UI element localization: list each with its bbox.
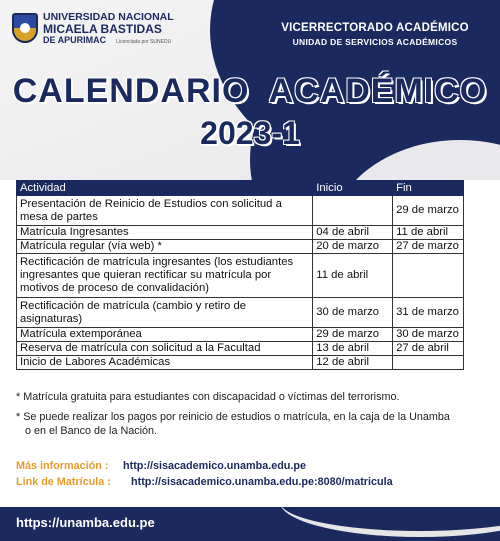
cell-inicio: 11 de abril (313, 254, 393, 298)
note-free-enrollment: * Matrícula gratuita para estudiantes con discapacidad o víctimas del terrorismo. (16, 391, 400, 403)
licensed-by: Licenciada por SUNEDU (116, 38, 172, 45)
cell-actividad: Inicio de Labores Académicas (17, 356, 313, 370)
table-row (17, 328, 464, 342)
info-link[interactable]: http://sisacademico.unamba.edu.pe (123, 460, 306, 472)
info-label: Más información : (16, 460, 109, 472)
table-row (17, 226, 464, 240)
cell-fin: 27 de marzo (393, 240, 464, 254)
cell-inicio: 12 de abril (313, 356, 393, 370)
shield-icon (12, 13, 38, 43)
calendar-table (16, 180, 464, 370)
cell-actividad: Matrícula Ingresantes (17, 226, 313, 240)
title-line1: CALENDARIO ACADÉMICO (12, 72, 488, 110)
cell-fin (393, 254, 464, 298)
cell-fin: 11 de abril (393, 226, 464, 240)
university-line3: DE APURIMAC Licenciada por SUNEDU (43, 34, 172, 45)
cell-fin: 30 de marzo (393, 328, 464, 342)
table-row (17, 342, 464, 356)
page-title (0, 72, 500, 152)
cell-inicio: 30 de marzo (313, 298, 393, 328)
cell-actividad: Matrícula regular (vía web) * (17, 240, 313, 254)
table-row (17, 240, 464, 254)
matricula-link[interactable]: http://sisacademico.unamba.edu.pe:8080/matricula (131, 476, 393, 488)
cell-inicio: 04 de abril (313, 226, 393, 240)
cell-fin: 29 de marzo (393, 196, 464, 226)
footer (0, 507, 500, 541)
office-title: VICERRECTORADO ACADÉMICO (281, 22, 469, 34)
cell-actividad: Rectificación de matrícula ingresantes (los estudiantes ingresantes que quieran rectificar su matrícula por motivos de proceso de convalidación) (17, 254, 313, 298)
table-row (17, 254, 464, 298)
cell-inicio: 29 de marzo (313, 328, 393, 342)
cell-actividad: Rectificación de matrícula (cambio y retiro de asignaturas) (17, 298, 313, 328)
university-name (43, 12, 174, 45)
header-fin: Fin (393, 181, 464, 196)
university-line2: MICAELA BASTIDAS (43, 21, 162, 36)
cell-actividad: Matrícula extemporánea (17, 328, 313, 342)
cell-actividad: Reserva de matrícula con solicitud a la Facultad (17, 342, 313, 356)
notes (16, 390, 486, 438)
website-link[interactable]: https://unamba.edu.pe (16, 515, 155, 530)
university-logo (12, 12, 174, 45)
cell-actividad: Presentación de Reinicio de Estudios con solicitud a mesa de partes (17, 196, 313, 226)
cell-fin: 27 de abril (393, 342, 464, 356)
cell-inicio (313, 196, 393, 226)
office-subtitle: UNIDAD DE SERVICIOS ACADÉMICOS (292, 37, 458, 47)
title-line2: 2023-1 (200, 115, 300, 151)
note-payments: * Se puede realizar los pagos por reinicio de estudios o matrícula, en la caja de la Unamba o en el Banco de la Nación. (16, 411, 450, 437)
cell-inicio: 20 de marzo (313, 240, 393, 254)
cell-inicio: 13 de abril (313, 342, 393, 356)
table-row (17, 298, 464, 328)
table-header-row (17, 181, 464, 196)
table-row (17, 196, 464, 226)
table-row (17, 356, 464, 370)
cell-fin: 31 de marzo (393, 298, 464, 328)
header-actividad: Actividad (17, 181, 313, 196)
cell-fin (393, 356, 464, 370)
matricula-label: Link de Matrícula : (16, 476, 111, 488)
header-inicio: Inicio (313, 181, 393, 196)
university-line1: UNIVERSIDAD NACIONAL (43, 11, 174, 23)
office-heading (270, 22, 480, 47)
